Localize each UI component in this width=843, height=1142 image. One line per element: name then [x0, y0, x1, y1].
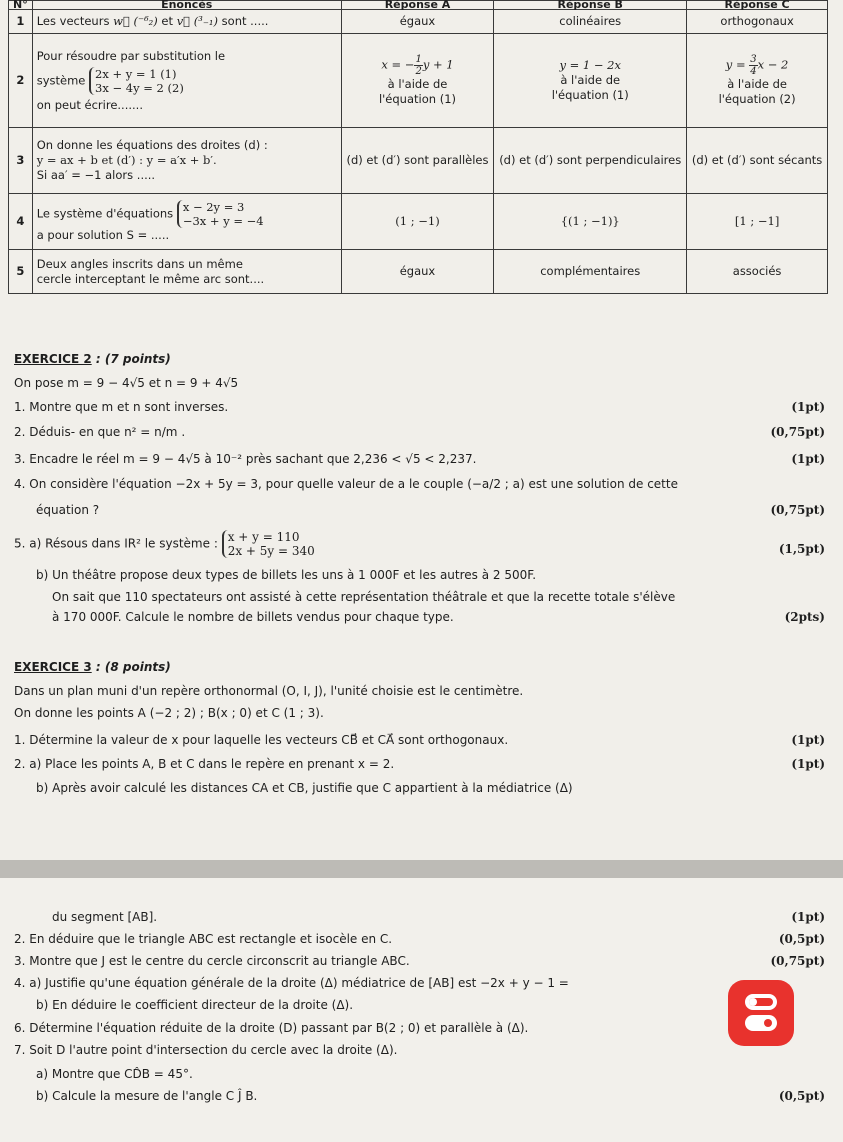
answer-c: (d) et (d′) sont sécants	[687, 128, 828, 194]
statement-text: Le système d'équations	[36, 206, 174, 221]
header-answer-c: Réponse C	[687, 1, 828, 10]
ex3-q2a	[14, 757, 825, 771]
question-text: équation ?	[36, 503, 100, 517]
answer-expression	[346, 54, 490, 77]
toggle-knob	[749, 998, 757, 1006]
answer-line: à l'aide de	[560, 73, 621, 87]
answer-a	[341, 34, 494, 128]
points-label: (0,75pt)	[770, 503, 825, 517]
answer-expression	[691, 54, 823, 77]
ex2-q5b-l2: On sait que 110 spectateurs ont assisté à cette représentation théâtrale et que la recette totale s'élève	[52, 590, 676, 604]
ex2-q4-cont	[14, 503, 825, 517]
points-label: (1pt)	[791, 452, 825, 466]
statement-text: et	[157, 14, 177, 28]
answer-c	[687, 34, 828, 128]
p2-line-1	[14, 910, 825, 924]
statement-line: Pour résoudre par substitution le	[36, 48, 226, 63]
points-label: (1pt)	[791, 910, 825, 924]
question-text: 3. Montre que J est le centre du cercle circonscrit au triangle ABC.	[14, 954, 410, 968]
qcm-row-3	[9, 128, 828, 194]
statement-line: Si aa′ = −1 alors .....	[36, 168, 156, 182]
equation-system	[177, 200, 264, 228]
expr-text: y + 1	[422, 57, 454, 72]
answer-b: {(1 ; −1)}	[494, 194, 687, 250]
expr-text: x = −	[381, 57, 415, 72]
numerator: 3	[750, 54, 757, 65]
ex2-points: : (7 points)	[91, 352, 171, 366]
ex2-q3	[14, 452, 825, 466]
row-number: 2	[9, 34, 33, 128]
answer-b: complémentaires	[494, 250, 687, 294]
answer-a: (d) et (d′) sont parallèles	[341, 128, 494, 194]
question-text: 3. Encadre le réel m = 9 − 4√5 à 10⁻² près sachant que 2,236 < √5 < 2,237.	[14, 452, 477, 466]
expr-text: y =	[725, 57, 746, 72]
fraction	[749, 54, 757, 77]
p2-line-2	[14, 932, 825, 946]
expr-text: x − 2	[757, 57, 789, 72]
statement-system	[37, 200, 337, 228]
answer-c: [1 ; −1]	[687, 194, 828, 250]
row-number: 4	[9, 194, 33, 250]
ex2-q5a	[14, 530, 825, 558]
equation-system	[89, 67, 184, 95]
toggle-knob	[764, 1019, 772, 1027]
points-label: (1pt)	[791, 400, 825, 414]
points-label: (0,75pt)	[770, 954, 825, 968]
statement	[32, 194, 341, 250]
statement-text: sont .....	[218, 14, 269, 28]
points-label: (0,5pt)	[778, 932, 825, 946]
p2-line-4: 4. a) Justifie qu'une équation générale de la droite (Δ) médiatrice de [AB] est −2x + y − 1 =	[14, 976, 569, 990]
header-num: N°	[9, 1, 33, 10]
toggle-settings-icon[interactable]	[728, 980, 794, 1046]
points-label: (1pt)	[791, 733, 825, 747]
equation-2: −3x + y = −4	[182, 214, 264, 228]
qcm-row-4	[9, 194, 828, 250]
header-answer-b: Réponse B	[494, 1, 687, 10]
answer-expression: y = 1 − 2x	[559, 58, 621, 72]
page-gap	[0, 860, 843, 878]
question-text: 5. a) Résous dans IR² le système :	[14, 536, 218, 551]
ex3-points: : (8 points)	[91, 660, 171, 674]
ex2-title: EXERCICE 2	[14, 352, 92, 366]
ex2-q2	[14, 425, 825, 439]
answer-b: colinéaires	[494, 10, 687, 34]
ex2-q5b-l3	[14, 610, 825, 624]
ex2-intro: On pose m = 9 − 4√5 et n = 9 + 4√5	[14, 376, 239, 390]
qcm-header-row	[9, 1, 828, 10]
question-text: du segment [AB].	[52, 910, 158, 924]
points-label: (2pts)	[784, 610, 825, 624]
question-text: 2. a) Place les points A, B et C dans le repère en prenant x = 2.	[14, 757, 395, 771]
exam-page-2	[0, 878, 843, 1142]
question-text: 2. En déduire que le triangle ABC est rectangle et isocèle en C.	[14, 932, 393, 946]
statement-line: a pour solution S = .....	[36, 228, 170, 242]
statement	[32, 250, 341, 294]
ex3-intro-1: Dans un plan muni d'un repère orthonormal (O, I, J), l'unité choisie est le centimètre.	[14, 684, 524, 698]
statement-line: y = ax + b et (d′) : y = a′x + b′.	[36, 153, 217, 167]
fraction	[414, 54, 422, 77]
equation-1: x + y = 110	[227, 530, 300, 544]
statement-line: On donne les équations des droites (d) :	[36, 138, 268, 152]
equation-1: x − 2y = 3	[182, 200, 245, 214]
answer-a: égaux	[341, 10, 494, 34]
question-text: 1. Détermine la valeur de x pour laquelle les vecteurs CB⃗ et CA⃗ sont orthogonaux.	[14, 733, 509, 747]
points-label: (0,5pt)	[778, 1089, 825, 1103]
statement-text: système	[36, 73, 86, 87]
vector-v: v⃗ (³₋₁)	[176, 14, 219, 28]
equation-2: 3x − 4y = 2 (2)	[95, 80, 184, 95]
points-label: (0,75pt)	[770, 425, 825, 439]
ex2-q4: 4. On considère l'équation −2x + 5y = 3, pour quelle valeur de a le couple (−a/2 ; a) est une solution de cette	[14, 477, 678, 491]
row-number: 1	[9, 10, 33, 34]
qcm-table	[8, 0, 828, 294]
p2-line-3	[14, 954, 825, 968]
question-text: 1. Montre que m et n sont inverses.	[14, 400, 229, 414]
ex3-intro-2: On donne les points A (−2 ; 2) ; B(x ; 0) et C (1 ; 3).	[14, 706, 324, 720]
question-text: à 170 000F. Calcule le nombre de billets vendus pour chaque type.	[52, 610, 454, 624]
qcm-row-2	[9, 34, 828, 128]
statement	[32, 10, 341, 34]
answer-line: l'équation (2)	[718, 92, 796, 106]
ex2-q5b-l1: b) Un théâtre propose deux types de billets les uns à 1 000F et les autres à 2 500F.	[36, 568, 537, 582]
p2-line-9	[14, 1089, 825, 1103]
row-number: 3	[9, 128, 33, 194]
qcm-row-1	[9, 10, 828, 34]
question-text: 2. Déduis- en que n² = n/m .	[14, 425, 186, 439]
ex3-title: EXERCICE 3	[14, 660, 92, 674]
header-statements: Enoncés	[32, 1, 341, 10]
denominator: 2	[415, 66, 422, 77]
header-answer-a: Réponse A	[341, 1, 494, 10]
ex3-q2b: b) Après avoir calculé les distances CA et CB, justifie que C appartient à la médiatrice (Δ)	[36, 781, 573, 795]
points-label: (1,5pt)	[778, 542, 825, 556]
answer-line: l'équation (1)	[551, 88, 629, 102]
ex3-q1	[14, 733, 825, 747]
answer-line: à l'aide de	[727, 77, 787, 91]
statement	[32, 34, 341, 128]
row-number: 5	[9, 250, 33, 294]
p2-line-6: 6. Détermine l'équation réduite de la droite (D) passant par B(2 ; 0) et parallèle à (Δ).	[14, 1021, 529, 1035]
statement-line: on peut écrire.......	[36, 97, 143, 112]
p2-line-7: 7. Soit D l'autre point d'intersection du cercle avec la droite (Δ).	[14, 1043, 398, 1057]
statement	[32, 128, 341, 194]
vector-w: w⃗ (⁻⁶₂)	[113, 14, 158, 28]
p2-line-5: b) En déduire le coefficient directeur de la droite (Δ).	[36, 998, 354, 1012]
toggle-on-shape	[745, 1015, 777, 1031]
answer-c: associés	[687, 250, 828, 294]
equation-1: 2x + y = 1 (1)	[95, 66, 177, 81]
p2-line-8: a) Montre que CD̂B = 45°.	[36, 1067, 193, 1081]
statement-system	[37, 67, 337, 95]
denominator: 4	[750, 66, 757, 77]
answer-c: orthogonaux	[687, 10, 828, 34]
statement-line: cercle interceptant le même arc sont....	[36, 271, 265, 286]
equation-system	[222, 530, 315, 558]
numerator: 1	[415, 54, 422, 65]
equation-2: 2x + 5y = 340	[227, 544, 315, 558]
ex2-q1	[14, 400, 825, 414]
answer-a: (1 ; −1)	[341, 194, 494, 250]
question-text: b) Calcule la mesure de l'angle C Ĵ B.	[36, 1089, 258, 1103]
statement-line: Deux angles inscrits dans un même	[36, 256, 243, 271]
ex3-heading	[14, 660, 825, 674]
answer-b	[494, 34, 687, 128]
qcm-row-5	[9, 250, 828, 294]
answer-a: égaux	[341, 250, 494, 294]
statement-text: Les vecteurs	[36, 14, 114, 28]
points-label: (1pt)	[791, 757, 825, 771]
ex2-heading	[14, 352, 825, 366]
answer-b: (d) et (d′) sont perpendiculaires	[494, 128, 687, 194]
answer-line: à l'aide de	[387, 77, 448, 91]
answer-line: l'équation (1)	[378, 92, 456, 106]
